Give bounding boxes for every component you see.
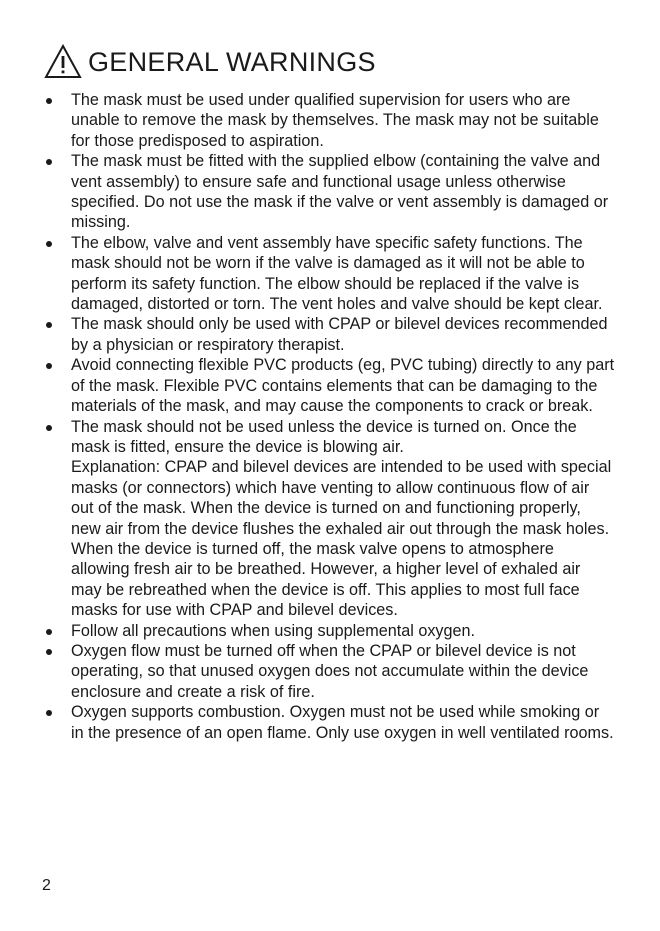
bullet-icon <box>46 710 52 716</box>
bullet-icon <box>46 425 52 431</box>
warning-list <box>40 90 615 743</box>
bullet-icon <box>46 322 52 328</box>
warning-text: Oxygen flow must be turned off when the CPAP or bilevel device is not operating, so that unused oxygen does not accumulate within the device enclosure and create a risk of fire. <box>71 641 589 701</box>
warning-item <box>40 233 615 315</box>
page-number: 2 <box>42 877 51 894</box>
warning-text: Avoid connecting flexible PVC products (eg, PVC tubing) directly to any part of the mask. Flexible PVC contains elements that can be damaging to the materials of the mask, and may cause the components to crack or break. <box>71 356 615 416</box>
warning-text: The mask must be used under qualified supervision for users who are unable to remove the mask by themselves. The mask may not be suitable for those predisposed to aspiration. <box>71 91 599 150</box>
warning-text: The mask must be fitted with the supplied elbow (containing the valve and vent assembly) to ensure safe and functional usage unless otherwise specified. Do not use the mask if the valve or vent assembly is damaged or missing. <box>71 152 609 232</box>
warning-item <box>40 641 615 702</box>
warning-item <box>40 355 615 416</box>
warning-explanation: Explanation: CPAP and bilevel devices are intended to be used with special masks (or connectors) which have venting to allow continuous flow of air out of the mask. When the device is turned on and functioning properly, new air from the device flushes the exhaled air out through the mask holes. When the device is turned off, the mask valve opens to atmosphere allowing fresh air to be breathed. However, a higher level of exhaled air may be rebreathed when the device is off. This applies to most full face masks for use with CPAP and bilevel devices. <box>71 458 612 620</box>
warning-item <box>40 702 615 743</box>
warning-item <box>40 151 615 233</box>
bullet-icon <box>46 159 52 165</box>
warning-item <box>40 314 615 355</box>
bullet-icon <box>46 649 52 655</box>
warning-triangle-icon <box>44 44 82 80</box>
warning-item <box>40 621 615 641</box>
warning-text: Oxygen supports combustion. Oxygen must not be used while smoking or in the presence of an open flame. Only use oxygen in well ventilated rooms. <box>71 703 614 742</box>
warning-text: The mask should not be used unless the device is turned on. Once the mask is fitted, ensure the device is blowing air. <box>71 417 577 456</box>
warning-item <box>40 417 615 621</box>
warning-text: Follow all precautions when using supplemental oxygen. <box>71 621 476 640</box>
bullet-icon <box>46 98 52 104</box>
warning-item <box>40 90 615 151</box>
bullet-icon <box>46 629 52 635</box>
bullet-icon <box>46 363 52 369</box>
section-title: GENERAL WARNINGS <box>88 46 376 77</box>
bullet-icon <box>46 241 52 247</box>
section-heading <box>44 42 376 82</box>
warning-text: The elbow, valve and vent assembly have specific safety functions. The mask should not be worn if the valve is damaged as it will not be able to perform its safety function. The elbow should be replaced if the valve is damaged, distorted or torn. The vent holes and valve should be kept clear. <box>71 233 603 314</box>
warning-text: The mask should only be used with CPAP or bilevel devices recommended by a physician or respiratory therapist. <box>71 315 608 354</box>
